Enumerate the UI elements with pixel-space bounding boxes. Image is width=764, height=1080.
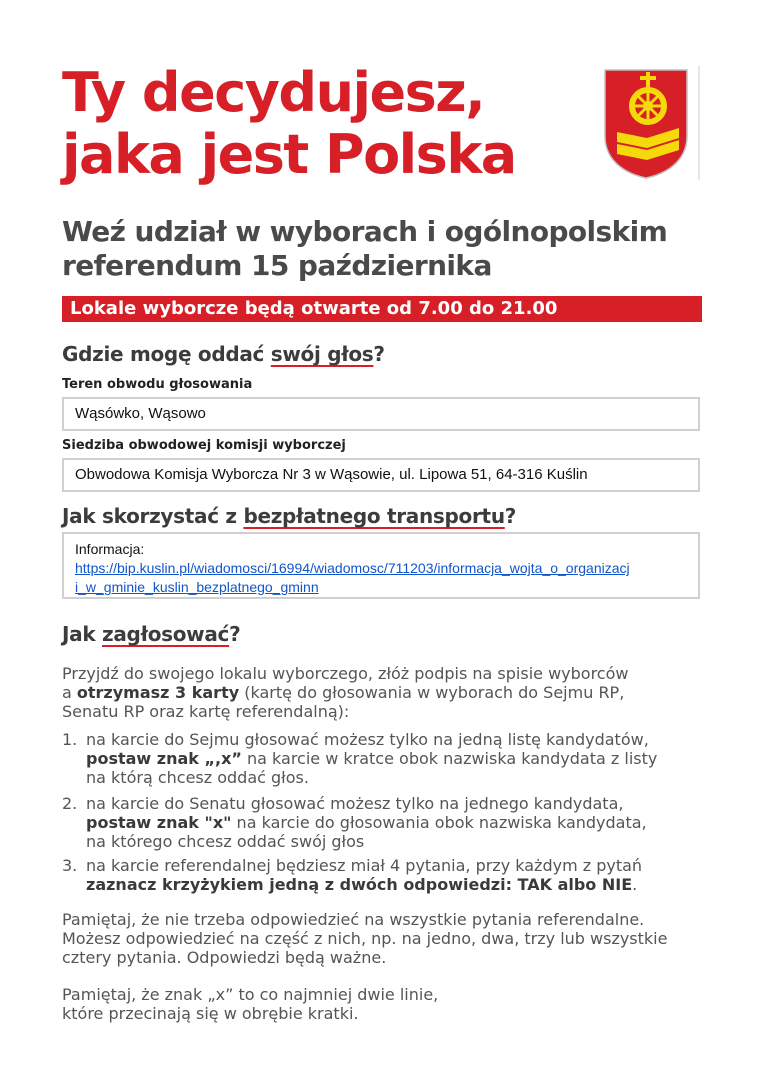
how-heading bbox=[62, 622, 240, 646]
hero-title-line-1: Ty decydujesz, bbox=[62, 61, 485, 124]
where-heading-suffix: ? bbox=[373, 342, 385, 366]
how-heading-prefix: Jak bbox=[62, 622, 103, 646]
transport-info-link[interactable]: https://bip.kuslin.pl/wiadomosci/16994/wiadomosc/711203/informacja_wojta_o_organizacj bbox=[75, 560, 630, 576]
coat-of-arms-icon bbox=[603, 68, 689, 180]
x-mark-note bbox=[62, 985, 702, 1023]
subtitle-line-2: referendum 15 października bbox=[62, 249, 492, 282]
area-label: Teren obwodu głosowania bbox=[62, 377, 253, 392]
list-bold: postaw znak „,x” bbox=[86, 749, 242, 768]
list-line: na karcie do głosowania obok nazwiska kandydata, bbox=[231, 813, 647, 832]
divider bbox=[698, 66, 700, 180]
hero-title bbox=[62, 62, 592, 186]
commission-label: Siedziba obwodowej komisji wyborczej bbox=[62, 438, 346, 453]
intro-rest: (kartę do głosowania w wyborach do Sejmu RP, bbox=[239, 683, 625, 702]
note-line: Pamiętaj, że znak „x” to co najmniej dwie linie, bbox=[62, 985, 439, 1004]
referendum-note bbox=[62, 910, 702, 967]
intro-line-1: Przyjdź do swojego lokalu wyborczego, złóż podpis na spisie wyborców bbox=[62, 664, 629, 683]
subtitle bbox=[62, 215, 712, 283]
list-item bbox=[62, 794, 702, 854]
area-field bbox=[62, 397, 700, 431]
list-number: 3. bbox=[62, 856, 78, 875]
note-line: cztery pytania. Odpowiedzi będą ważne. bbox=[62, 948, 387, 967]
intro-a: a bbox=[62, 683, 77, 702]
transport-heading-suffix: ? bbox=[504, 504, 517, 528]
list-item bbox=[62, 730, 702, 790]
list-line: . bbox=[632, 875, 638, 894]
transport-heading-prefix: Jak skorzystać z bbox=[62, 504, 244, 528]
how-heading-underlined: zagłosować bbox=[102, 622, 230, 646]
list-line: na karcie referendalnej będziesz miał 4 pytania, przy każdym z pytań bbox=[86, 856, 643, 875]
opening-hours-banner: Lokale wyborcze będą otwarte od 7.00 do 21.00 bbox=[62, 296, 702, 322]
intro-bold: otrzymasz 3 karty bbox=[76, 683, 240, 702]
area-value: Wąsówko, Wąsowo bbox=[75, 405, 206, 422]
commission-field bbox=[62, 458, 700, 492]
transport-heading-underlined: bezpłatnego transportu bbox=[243, 504, 505, 528]
where-heading-prefix: Gdzie mogę oddać bbox=[62, 342, 271, 366]
hero-title-line-2: jaka jest Polska bbox=[62, 123, 516, 186]
list-item bbox=[62, 856, 702, 896]
note-line: Pamiętaj, że nie trzeba odpowiedzieć na wszystkie pytania referendalne. bbox=[62, 910, 645, 929]
info-label: Informacja: bbox=[75, 541, 145, 557]
list-line: na karcie do Senatu głosować możesz tylko na jednego kandydata, bbox=[86, 794, 624, 813]
list-line: na którego chcesz oddać swój głos bbox=[86, 832, 365, 851]
note-line: które przecinają się w obrębie kratki. bbox=[62, 1004, 359, 1023]
list-number: 2. bbox=[62, 794, 78, 813]
subtitle-line-1: Weź udział w wyborach i ogólnopolskim bbox=[62, 215, 668, 248]
transport-info-link-cont[interactable]: i_w_gminie_kuslin_bezplatnego_gminn bbox=[75, 579, 319, 595]
where-heading-underlined: swój głos bbox=[270, 342, 374, 366]
how-intro bbox=[62, 664, 702, 721]
list-line: na karcie do Sejmu głosować możesz tylko na jedną listę kandydatów, bbox=[86, 730, 649, 749]
how-heading-suffix: ? bbox=[229, 622, 241, 646]
list-line: na którą chcesz oddać głos. bbox=[86, 768, 309, 787]
transport-info-field bbox=[62, 532, 700, 599]
intro-line-3: Senatu RP oraz kartę referendalną): bbox=[62, 702, 350, 721]
list-bold: postaw znak "x" bbox=[86, 813, 232, 832]
list-number: 1. bbox=[62, 730, 78, 749]
list-bold: zaznacz krzyżykiem jedną z dwóch odpowiedzi: TAK albo NIE bbox=[86, 875, 633, 894]
where-heading bbox=[62, 342, 385, 366]
transport-heading bbox=[62, 504, 516, 528]
commission-value: Obwodowa Komisja Wyborcza Nr 3 w Wąsowie, ul. Lipowa 51, 64-316 Kuślin bbox=[75, 466, 588, 483]
note-line: Możesz odpowiedzieć na część z nich, np. na jedno, dwa, trzy lub wszystkie bbox=[62, 929, 668, 948]
list-line: na karcie w kratce obok nazwiska kandydata z listy bbox=[241, 749, 658, 768]
